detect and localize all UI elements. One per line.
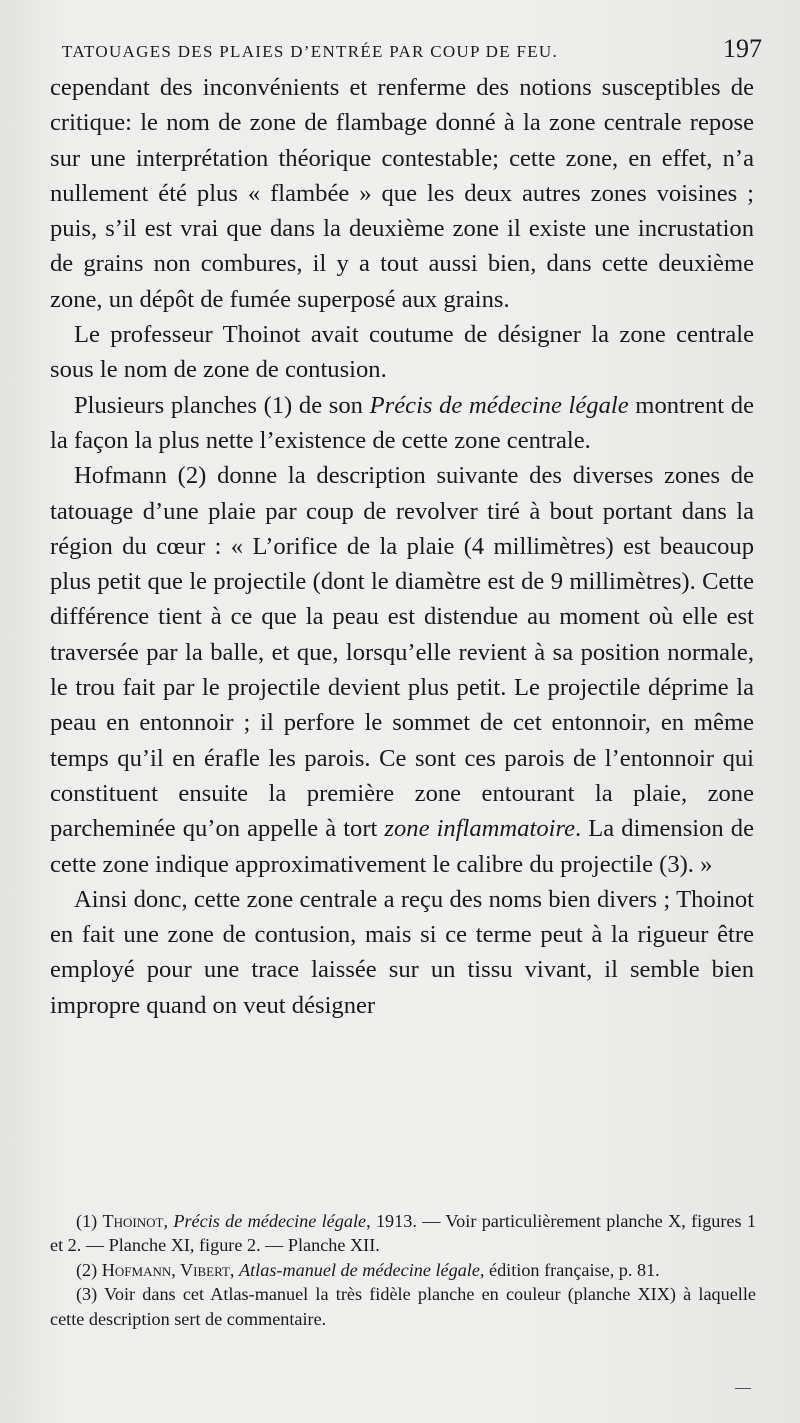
footnote-1-text: , 1913. — Voir particulièrement planche X, figures 1 et 2. — Planche XI, figure 2. — Planche XII. <box>50 1211 757 1256</box>
paragraph-3-text-a: Plusieurs planches (1) de son <box>74 391 370 419</box>
footnote-1-title: Précis de médecine légale <box>173 1211 367 1231</box>
paragraph-4-text-a: Hofmann (2) donne la description suivante des diverses zones de tatouage d’une plaie par coup de revolver tiré à bout portant dans la région du cœur : « L’orifice de la plaie (4 millimètres) est beaucoup plus petit que le projectile (dont le diamètre est de 9 millimètres). Cette différence tient à ce que la peau est distendue au moment où elle est traversée par la balle, et que, lorsqu’elle revient à sa position normale, le trou fait par le projectile devient plus petit. Le projectile déprime la peau en entonnoir ; il perfore le sommet de cet entonnoir, en même temps qu’il en érafle les parois. Ce sont ces parois de l’entonnoir qui constituent ensuite la première zone entourant la plaie, zone parcheminée qu’on appelle à tort <box>50 462 754 843</box>
paragraph-1: cependant des inconvénients et renferme des notions susceptibles de critique: le nom de zone de flambage donné à la zone centrale repose sur une interprétation théorique contestable; cette zone, en effet, n’a nullement été plus « flambée » que les deux autres zones voisines ; puis, s’il est vrai que dans la deuxième zone il existe une incrustation de grains non combures, il y a tout aussi bien, dans cette deuxième zone, un dépôt de fumée superposé aux grains. <box>50 74 754 313</box>
footnote-2-marker: (2) <box>76 1259 102 1280</box>
paragraph-4 <box>50 458 754 882</box>
paragraph-3-title: Précis de médecine légale <box>369 391 629 419</box>
footnotes <box>50 1209 756 1331</box>
footnote-2-sep: , <box>229 1259 240 1280</box>
page-number: 197 <box>723 34 762 63</box>
footnote-2-title: Atlas-manuel de médecine légale <box>239 1259 480 1280</box>
footnote-2-authors: Hofmann, Vibert <box>101 1259 230 1280</box>
page-end-dash <box>735 1388 751 1389</box>
paragraph-3 <box>50 388 754 459</box>
paragraph-4-text-b: . La dimension de cette zone indique approximativement le calibre du projectile (3). » <box>50 815 755 878</box>
paragraph-5: Ainsi donc, cette zone centrale a reçu des noms bien divers ; Thoinot en fait une zone de contusion, mais si ce terme peut à la rigueur être employé pour une trace laissée sur un tissu vivant, il semble bien impropre quand on veut désigner <box>50 885 754 1019</box>
footnote-2 <box>50 1258 756 1282</box>
running-header <box>62 34 762 64</box>
running-title: TATOUAGES DES PLAIES D’ENTRÉE PAR COUP DE FEU. <box>62 42 559 61</box>
main-text <box>50 70 754 1023</box>
footnote-3: (3) Voir dans cet Atlas-manuel la très fidèle planche en couleur (planche XIX) à laquelle cette description sert de commentaire. <box>50 1284 756 1329</box>
paragraph-2: Le professeur Thoinot avait coutume de désigner la zone centrale sous le nom de zone de contusion. <box>50 321 754 384</box>
footnote-1-marker: (1) <box>76 1211 103 1231</box>
footnote-2-text: , édition française, p. 81. <box>479 1259 660 1280</box>
footnote-1 <box>50 1209 756 1258</box>
footnote-1-sep: , <box>163 1211 174 1231</box>
footnote-1-author: Thoinot <box>102 1211 164 1231</box>
paragraph-3-text-b: montrent de la façon la plus nette l’existence de cette zone centrale. <box>50 391 754 454</box>
paragraph-4-term: zone inflammatoire <box>384 815 576 843</box>
